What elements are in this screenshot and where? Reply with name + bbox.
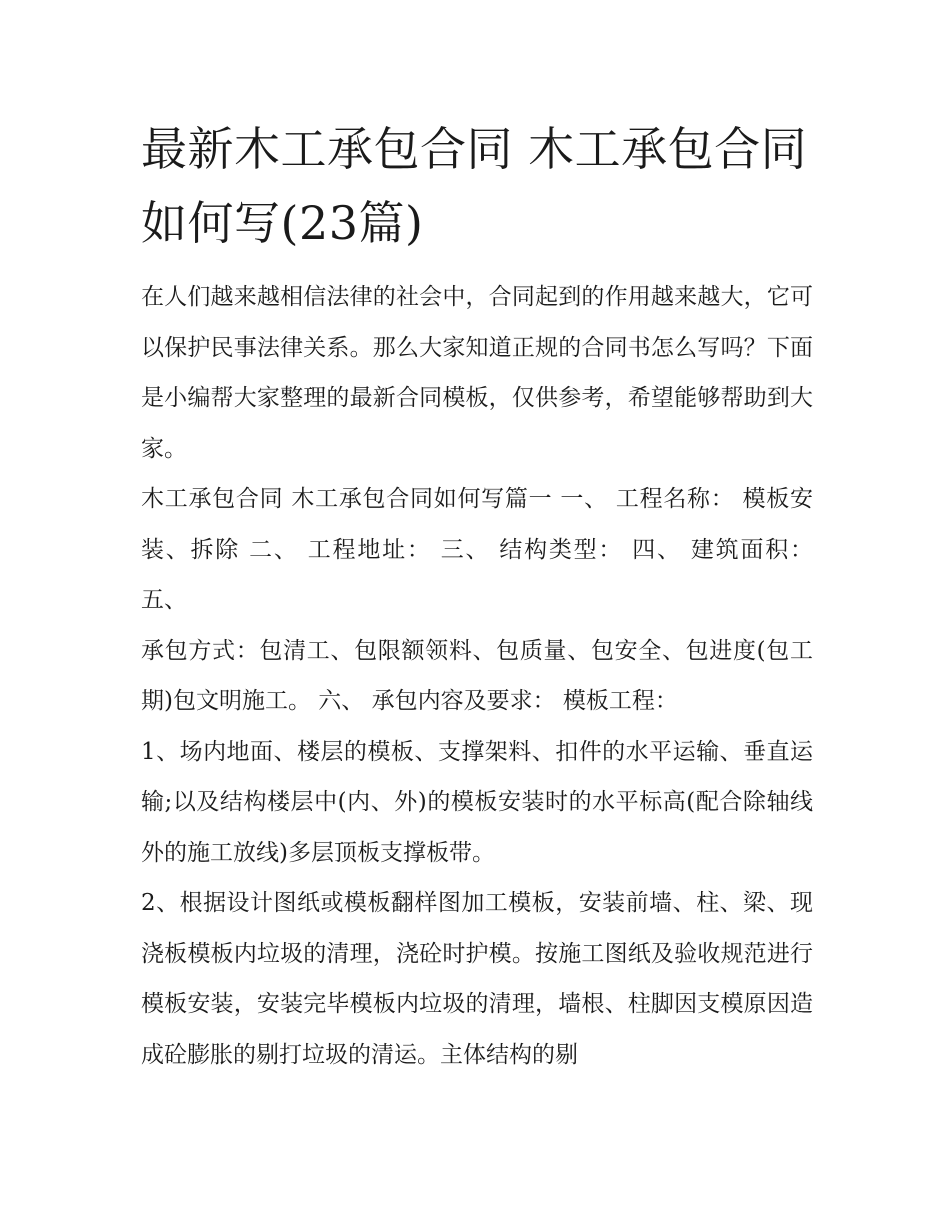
document-title: 最新木工承包合同 木工承包合同如何写(23篇) <box>141 122 808 250</box>
document-body <box>141 112 813 1080</box>
paragraph-intro: 在人们越来越相信法律的社会中，合同起到的作用越来越大，它可以保护民事法律关系。那么大家知道正规的合同书怎么写吗？下面是小编帮大家整理的最新合同模板，仅供参考，希望能够帮助到大家。 <box>141 284 813 462</box>
paragraph-project-info: 木工承包合同 木工承包合同如何写篇一 一、 工程名称： 模板安装、拆除 二、 工程地址： 三、 结构类型： 四、 建筑面积： 五、 <box>141 486 813 613</box>
paragraph-item-2: 2、根据设计图纸或模板翻样图加工模板，安装前墙、柱、梁、现浇板模板内垃圾的清理，浇砼时护模。按施工图纸及验收规范进行模板安装，安装完毕模板内垃圾的清理，墙根、柱脚因支模原因造成砼膨胀的剔打垃圾的清运。主体结构的剔 <box>141 890 813 1068</box>
paragraph-item-1: 1、场内地面、楼层的模板、支撑架料、扣件的水平运输、垂直运输;以及结构楼层中(内、外)的模板安装时的水平标高(配合除轴线外的施工放线)多层顶板支撑板带。 <box>141 738 813 866</box>
paragraph-contract-method: 承包方式：包清工、包限额领料、包质量、包安全、包进度(包工期)包文明施工。 六、 承包内容及要求： 模板工程： <box>141 637 813 714</box>
